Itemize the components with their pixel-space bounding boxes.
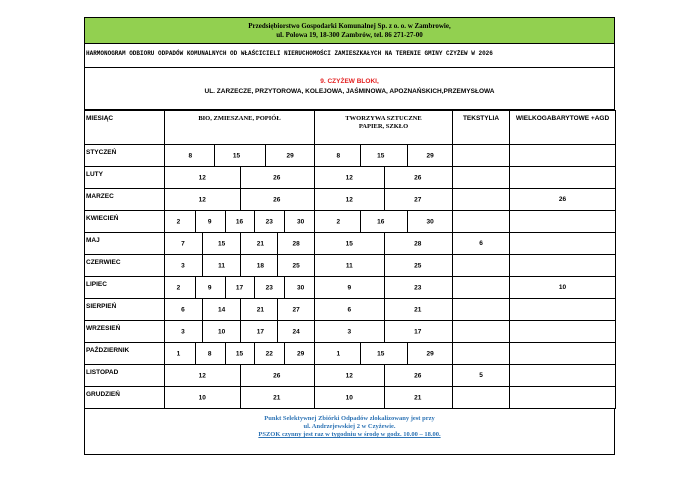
textiles-date <box>453 255 510 277</box>
cell-divider <box>240 365 241 386</box>
bio-date: 26 <box>273 372 281 379</box>
plastic-date: 21 <box>414 306 422 313</box>
bio-date: 10 <box>198 394 206 401</box>
plastic-date: 11 <box>345 262 353 269</box>
textiles-date <box>453 299 510 321</box>
bio-cell <box>165 321 315 343</box>
plastic-date: 26 <box>414 372 422 379</box>
bio-date: 7 <box>181 240 185 247</box>
company-name: Przedsiębiorstwo Gospodarki Komunalnej Sp. z o. o. w Zambrowie, <box>248 22 451 30</box>
bulky-date: 26 <box>510 189 616 211</box>
cell-divider <box>202 255 203 276</box>
bio-cell <box>165 299 315 321</box>
footer-line3: PSZOK czynny jest raz w tygodniu w środę w godz. 10.00 – 18.00. <box>258 431 441 438</box>
bio-date: 28 <box>292 240 300 247</box>
col-plastic-header <box>315 111 453 145</box>
textiles-date: 5 <box>453 365 510 387</box>
bio-date: 2 <box>176 218 181 225</box>
table-row <box>85 365 616 387</box>
bio-date: 26 <box>273 174 281 181</box>
bio-date: 16 <box>235 218 244 225</box>
plastic-date: 1 <box>336 350 341 357</box>
month-name: CZERWIEC <box>85 255 165 277</box>
bio-date: 8 <box>207 350 212 357</box>
textiles-date <box>453 145 510 167</box>
bulky-date <box>510 255 616 277</box>
schedule-sheet <box>84 17 615 455</box>
bio-date: 25 <box>292 262 300 269</box>
table-header-row <box>85 111 616 145</box>
bulky-date <box>510 211 616 233</box>
plastic-date: 9 <box>347 284 352 291</box>
cell-divider <box>240 233 241 254</box>
bio-cell <box>165 255 315 277</box>
table-row <box>85 321 616 343</box>
cell-divider <box>195 343 196 364</box>
cell-divider <box>360 343 361 364</box>
bio-date: 15 <box>217 240 226 247</box>
month-name: KWIECIEŃ <box>85 211 165 233</box>
cell-divider <box>202 299 203 320</box>
bulky-date <box>510 365 616 387</box>
bio-date: 2 <box>176 284 181 291</box>
plastic-date: 15 <box>377 350 385 357</box>
cell-divider <box>384 255 385 276</box>
bio-date: 30 <box>296 218 305 225</box>
col-textiles-header: TEKSTYLIA <box>453 111 510 145</box>
bio-date: 9 <box>207 284 212 291</box>
month-name: GRUDZIEŃ <box>85 387 165 409</box>
bio-date: 29 <box>296 350 305 357</box>
plastic-date: 3 <box>347 328 352 335</box>
cell-divider <box>360 211 361 232</box>
bio-cell <box>165 387 315 409</box>
bulky-date <box>510 233 616 255</box>
cell-divider <box>254 343 255 364</box>
bio-date: 23 <box>265 218 273 225</box>
plastic-cell <box>315 211 453 233</box>
plastic-date: 15 <box>377 152 385 159</box>
cell-divider <box>284 343 285 364</box>
plastic-cell <box>315 387 453 409</box>
plastic-date: 29 <box>426 350 434 357</box>
cell-divider <box>384 167 385 188</box>
table-row <box>85 145 616 167</box>
month-name: STYCZEŃ <box>85 145 165 167</box>
cell-divider <box>384 365 385 386</box>
table-row <box>85 233 616 255</box>
plastic-date: 27 <box>414 196 422 203</box>
cell-divider <box>240 299 241 320</box>
textiles-date <box>453 211 510 233</box>
table-row <box>85 167 616 189</box>
bio-cell <box>165 233 315 255</box>
cell-divider <box>360 145 361 166</box>
bio-date: 3 <box>181 328 185 335</box>
cell-divider <box>284 211 285 232</box>
cell-divider <box>195 277 196 298</box>
schedule-title: HARMONOGRAM ODBIORU ODPADÓW KOMUNALNYCH OD WŁAŚCICIELI NIERUCHOMOŚCI ZAMIESZKAŁYCH NA TERENIE GMINY CZYŻEW W 2026 <box>86 50 493 57</box>
plastic-cell <box>315 167 453 189</box>
cell-divider <box>240 189 241 210</box>
cell-divider <box>240 255 241 276</box>
cell-divider <box>240 321 241 342</box>
cell-divider <box>225 211 226 232</box>
bulky-date <box>510 145 616 167</box>
bio-date: 21 <box>273 394 281 401</box>
plastic-date: 25 <box>414 262 422 269</box>
bio-date: 24 <box>292 328 300 335</box>
cell-divider <box>254 211 255 232</box>
cell-divider <box>277 321 278 342</box>
plastic-date: 30 <box>426 218 434 225</box>
plastic-date: 26 <box>414 174 422 181</box>
footer-line1: Punkt Selektywnej Zbiórki Odpadów zlokalizowany jest przy <box>264 415 435 422</box>
table-row <box>85 387 616 409</box>
cell-divider <box>407 343 408 364</box>
cell-divider <box>277 255 278 276</box>
bio-date: 21 <box>256 240 264 247</box>
plastic-cell <box>315 145 453 167</box>
cell-divider <box>284 277 285 298</box>
textiles-date <box>453 343 510 365</box>
bio-date: 26 <box>273 196 281 203</box>
month-name: PAŹDZIERNIK <box>85 343 165 365</box>
bio-date: 6 <box>181 306 185 313</box>
bio-date: 27 <box>292 306 300 313</box>
location-name: 9. CZYŻEW BLOKI, <box>320 78 379 85</box>
cell-divider <box>254 277 255 298</box>
cell-divider <box>214 145 215 166</box>
bio-date: 1 <box>176 350 181 357</box>
bulky-date <box>510 387 616 409</box>
bio-cell <box>165 167 315 189</box>
plastic-cell <box>315 343 453 365</box>
month-name: MAJ <box>85 233 165 255</box>
bio-cell <box>165 343 315 365</box>
plastic-date: 2 <box>336 218 341 225</box>
bio-date: 10 <box>217 328 226 335</box>
bio-cell <box>165 277 315 299</box>
plastic-cell <box>315 277 453 299</box>
bio-date: 12 <box>198 372 206 379</box>
month-name: MARZEC <box>85 189 165 211</box>
textiles-date <box>453 387 510 409</box>
cell-divider <box>277 233 278 254</box>
cell-divider <box>384 321 385 342</box>
bulky-date <box>510 167 616 189</box>
plastic-cell <box>315 233 453 255</box>
bio-date: 15 <box>232 152 241 159</box>
bio-cell <box>165 145 315 167</box>
bio-cell <box>165 365 315 387</box>
bio-date: 29 <box>286 152 294 159</box>
plastic-date: 6 <box>347 306 352 313</box>
month-name: LIPIEC <box>85 277 165 299</box>
col-bulky-header: WIELKOGABARYTOWE +AGD <box>510 111 616 145</box>
month-name: WRZESIEŃ <box>85 321 165 343</box>
cell-divider <box>384 233 385 254</box>
plastic-cell <box>315 299 453 321</box>
pszok-footer <box>84 409 615 455</box>
plastic-date: 12 <box>345 372 353 379</box>
schedule-table <box>84 110 616 409</box>
bio-date: 22 <box>265 350 273 357</box>
month-name: LUTY <box>85 167 165 189</box>
plastic-date: 29 <box>426 152 434 159</box>
textiles-date <box>453 189 510 211</box>
bio-date: 8 <box>188 152 193 159</box>
plastic-date: 23 <box>414 284 422 291</box>
bio-date: 15 <box>235 350 244 357</box>
plastic-date: 10 <box>345 394 353 401</box>
plastic-date: 16 <box>377 218 385 225</box>
bio-date: 30 <box>296 284 305 291</box>
col-plastic-line1: TWORZYWA SZTUCZNE <box>345 115 422 122</box>
bio-date: 21 <box>256 306 264 313</box>
cell-divider <box>384 387 385 408</box>
plastic-date: 15 <box>345 240 353 247</box>
plastic-date: 28 <box>414 240 422 247</box>
col-plastic-line2: PAPIER, SZKŁO <box>358 123 409 130</box>
cell-divider <box>225 277 226 298</box>
cell-divider <box>240 167 241 188</box>
plastic-cell <box>315 189 453 211</box>
bio-date: 18 <box>256 262 264 269</box>
location-streets: UL. ZARZECZE, PRZYTOROWA, KOLEJOWA, JAŚMINOWA, APOZNAŃSKICH,PRZEMYSŁOWA <box>204 88 495 95</box>
plastic-date: 8 <box>336 152 341 159</box>
table-row <box>85 299 616 321</box>
cell-divider <box>202 233 203 254</box>
plastic-date: 12 <box>345 174 353 181</box>
location-box <box>84 68 615 110</box>
plastic-date: 17 <box>414 328 422 335</box>
cell-divider <box>407 211 408 232</box>
cell-divider <box>265 145 266 166</box>
table-row <box>85 343 616 365</box>
bio-date: 12 <box>198 196 206 203</box>
bio-date: 14 <box>217 306 226 313</box>
plastic-cell <box>315 365 453 387</box>
textiles-date <box>453 277 510 299</box>
schedule-title-box <box>84 44 615 68</box>
bio-date: 17 <box>235 284 244 291</box>
cell-divider <box>407 145 408 166</box>
bio-date: 12 <box>198 174 206 181</box>
month-name: SIERPIEŃ <box>85 299 165 321</box>
textiles-date <box>453 167 510 189</box>
bulky-date <box>510 321 616 343</box>
plastic-date: 12 <box>345 196 353 203</box>
bio-date: 23 <box>265 284 273 291</box>
cell-divider <box>240 387 241 408</box>
bulky-date: 10 <box>510 277 616 299</box>
cell-divider <box>277 299 278 320</box>
cell-divider <box>195 211 196 232</box>
col-bio-header: BIO, ZMIESZANE, POPIÓŁ <box>165 111 315 145</box>
cell-divider <box>225 343 226 364</box>
month-name: LISTOPAD <box>85 365 165 387</box>
bio-date: 3 <box>181 262 185 269</box>
footer-line2: ul. Andrzejewskiej 2 w Czyżewie. <box>303 423 396 430</box>
bio-date: 11 <box>218 262 226 269</box>
cell-divider <box>384 189 385 210</box>
table-row <box>85 211 616 233</box>
bio-cell <box>165 211 315 233</box>
col-month-header: MIESIĄC <box>85 111 165 145</box>
bio-cell <box>165 189 315 211</box>
plastic-cell <box>315 255 453 277</box>
company-address: ul. Polowa 19, 18-300 Zambrów, tel. 86 271-27-00 <box>276 31 423 39</box>
bio-date: 9 <box>207 218 212 225</box>
bio-date: 17 <box>256 328 264 335</box>
cell-divider <box>384 277 385 298</box>
table-row <box>85 189 616 211</box>
bulky-date <box>510 343 616 365</box>
textiles-date <box>453 321 510 343</box>
plastic-cell <box>315 321 453 343</box>
plastic-date: 21 <box>414 394 422 401</box>
textiles-date: 6 <box>453 233 510 255</box>
table-row <box>85 277 616 299</box>
company-header <box>84 17 615 44</box>
cell-divider <box>384 299 385 320</box>
cell-divider <box>202 321 203 342</box>
table-row <box>85 255 616 277</box>
bulky-date <box>510 299 616 321</box>
